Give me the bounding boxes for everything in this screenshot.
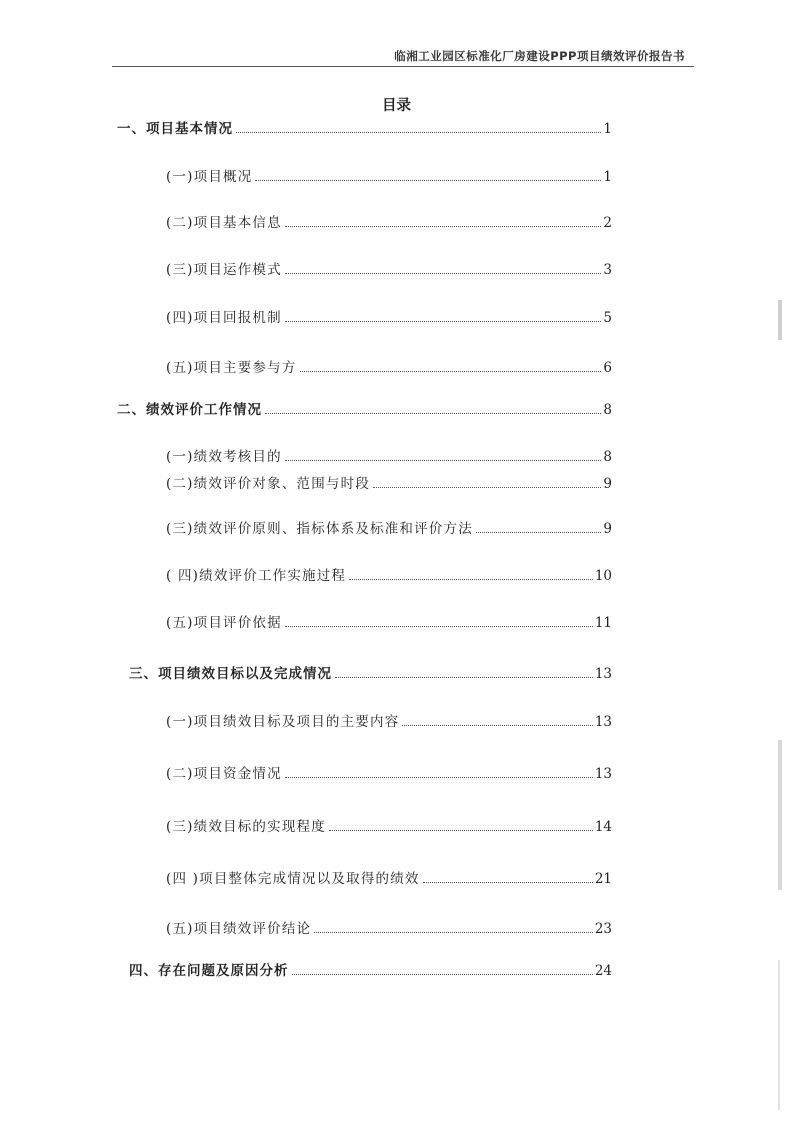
toc-leader-dots: [285, 312, 602, 322]
toc-entry[interactable]: [166, 359, 612, 377]
toc-leader-dots: [285, 768, 593, 778]
toc-entry-page: 11: [594, 615, 612, 631]
toc-entry[interactable]: [166, 765, 612, 783]
toc-leader-dots: [373, 478, 601, 488]
toc-leader-dots: [236, 123, 601, 133]
toc-entry-label: (三)绩效评价原则、指标体系及标准和评价方法: [166, 521, 473, 537]
toc-entry-label: (一)项目绩效目标及项目的主要内容: [166, 714, 400, 730]
toc-leader-dots: [292, 965, 593, 975]
toc-entry-label: (三)绩效目标的实现程度: [166, 819, 326, 835]
toc-leader-dots: [314, 923, 593, 933]
toc-leader-dots: [285, 451, 602, 461]
toc-leader-dots: [349, 570, 593, 580]
toc-entry-label: (三)项目运作模式: [166, 262, 282, 278]
toc-leader-dots: [300, 362, 602, 372]
toc-entry-label: 四、存在问题及原因分析: [129, 963, 289, 979]
toc-entry-label: 二、绩效评价工作情况: [117, 402, 262, 418]
toc-entry-page: 9: [603, 521, 612, 537]
toc-entry-page: 13: [594, 766, 612, 782]
toc-entry-page: 5: [603, 310, 612, 326]
toc-entry-label: 三、项目绩效目标以及完成情况: [129, 666, 332, 682]
toc-entry-page: 1: [603, 169, 612, 185]
toc-entry[interactable]: [129, 962, 612, 980]
header-rule: [112, 66, 694, 67]
toc-entry-label: (四)项目回报机制: [166, 310, 282, 326]
toc-entry-label: (二)项目资金情况: [166, 766, 282, 782]
toc-leader-dots: [329, 821, 593, 831]
scan-artifact: [778, 960, 780, 1110]
toc-entry-page: 24: [594, 963, 612, 979]
scan-artifact: [778, 300, 782, 340]
toc-entry-label: (五)项目评价依据: [166, 615, 282, 631]
scan-artifact: [778, 740, 782, 890]
toc-entry-label: 一、项目基本情况: [117, 121, 233, 137]
toc-entry-page: 13: [594, 714, 612, 730]
toc-entry[interactable]: [166, 614, 612, 632]
toc-leader-dots: [255, 171, 601, 181]
toc-entry-label: (五)项目主要参与方: [166, 360, 297, 376]
toc-entry[interactable]: [166, 168, 612, 186]
toc-entry[interactable]: [166, 818, 612, 836]
toc-entry-label: (五)项目绩效评价结论: [166, 921, 312, 937]
toc-entry[interactable]: [166, 920, 612, 938]
toc-leader-dots: [285, 217, 602, 227]
toc-leader-dots: [285, 617, 593, 627]
toc-leader-dots: [265, 404, 601, 414]
toc-entry-page: 2: [603, 215, 612, 231]
toc-entry[interactable]: [166, 261, 612, 279]
toc-entry[interactable]: [166, 870, 612, 888]
toc-entry[interactable]: [166, 475, 612, 493]
toc-entry-page: 23: [594, 921, 612, 937]
toc-entry[interactable]: [129, 665, 612, 683]
toc-entry-page: 1: [603, 121, 612, 137]
toc-entry-page: 9: [603, 476, 612, 492]
toc-entry[interactable]: [117, 401, 612, 419]
toc-entry-page: 8: [603, 402, 612, 418]
toc-entry[interactable]: [166, 448, 612, 466]
toc-entry[interactable]: [117, 120, 612, 138]
toc-entry-label: (二)绩效评价对象、范围与时段: [166, 476, 371, 492]
toc-leader-dots: [423, 873, 593, 883]
toc-entry-page: 8: [603, 449, 612, 465]
toc-entry-page: 6: [603, 360, 612, 376]
toc-entry[interactable]: [166, 309, 612, 327]
toc-entry[interactable]: [166, 520, 612, 538]
toc-title: 目录: [382, 97, 411, 114]
toc-entry-page: 13: [594, 666, 612, 682]
running-header: 临湘工业园区标准化厂房建设PPP项目绩效评价报告书: [394, 49, 685, 63]
toc-entry[interactable]: [166, 713, 612, 731]
toc-entry-page: 21: [594, 871, 612, 887]
toc-leader-dots: [285, 264, 602, 274]
toc-entry[interactable]: [166, 567, 612, 585]
toc-entry-page: 14: [594, 819, 612, 835]
toc-entry-page: 3: [603, 262, 612, 278]
toc-leader-dots: [402, 716, 592, 726]
toc-leader-dots: [335, 668, 593, 678]
toc-leader-dots: [476, 523, 601, 533]
toc-entry-label: (一)绩效考核目的: [166, 449, 282, 465]
toc-entry[interactable]: [166, 214, 612, 232]
toc-entry-label: ( 四)绩效评价工作实施过程: [166, 568, 347, 584]
toc-entry-page: 10: [594, 568, 612, 584]
toc-entry-label: (二)项目基本信息: [166, 215, 282, 231]
toc-entry-label: (一)项目概况: [166, 169, 253, 185]
toc-entry-label: (四 )项目整体完成情况以及取得的绩效: [166, 871, 420, 887]
